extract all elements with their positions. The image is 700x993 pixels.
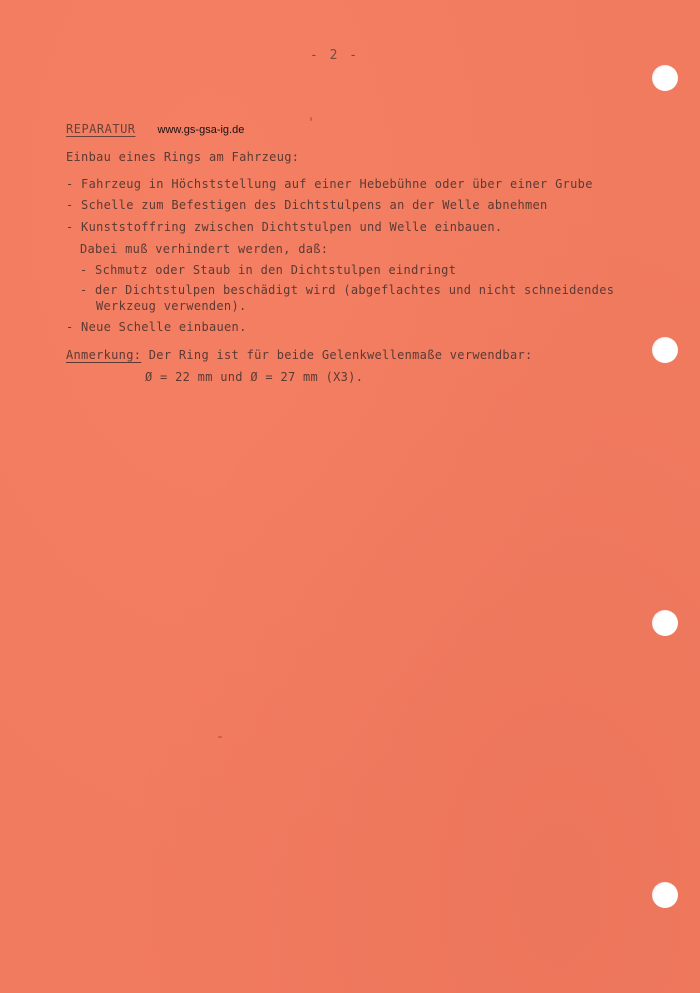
step-item: - Neue Schelle einbauen. (66, 320, 247, 334)
punch-hole (652, 65, 678, 91)
punch-hole (652, 882, 678, 908)
caution-item: - Schmutz oder Staub in den Dichtstulpen eindringt (80, 263, 457, 277)
punch-hole (652, 610, 678, 636)
intro-text: Einbau eines Rings am Fahrzeug: (66, 150, 300, 164)
step-item: - Schelle zum Befestigen des Dichtstulpens an der Welle abnehmen (66, 198, 548, 212)
punch-hole (652, 337, 678, 363)
step-item: - Fahrzeug in Höchststellung auf einer Hebebühne oder über einer Grube (66, 177, 593, 191)
website-url: www.gs-gsa-ig.de (157, 124, 245, 136)
caution-item-continuation: Werkzeug verwenden). (96, 299, 247, 313)
page-number: - 2 - (310, 48, 360, 63)
paper-speck (218, 736, 222, 738)
note-text: Der Ring ist für beide Gelenkwellenmaße verwendbar: (148, 348, 533, 362)
caution-item: - der Dichtstulpen beschädigt wird (abgeflachtes und nicht schneidendes (80, 283, 615, 297)
note-dimensions: Ø = 22 mm und Ø = 27 mm (X3). (145, 370, 364, 384)
paper-speck (310, 117, 312, 121)
section-title: REPARATUR (66, 122, 136, 136)
note (66, 348, 533, 362)
caution-intro: Dabei muß verhindert werden, daß: (80, 242, 329, 256)
step-item: - Kunststoffring zwischen Dichtstulpen und Welle einbauen. (66, 220, 503, 234)
section-header (66, 122, 244, 136)
note-label: Anmerkung: (66, 348, 142, 362)
